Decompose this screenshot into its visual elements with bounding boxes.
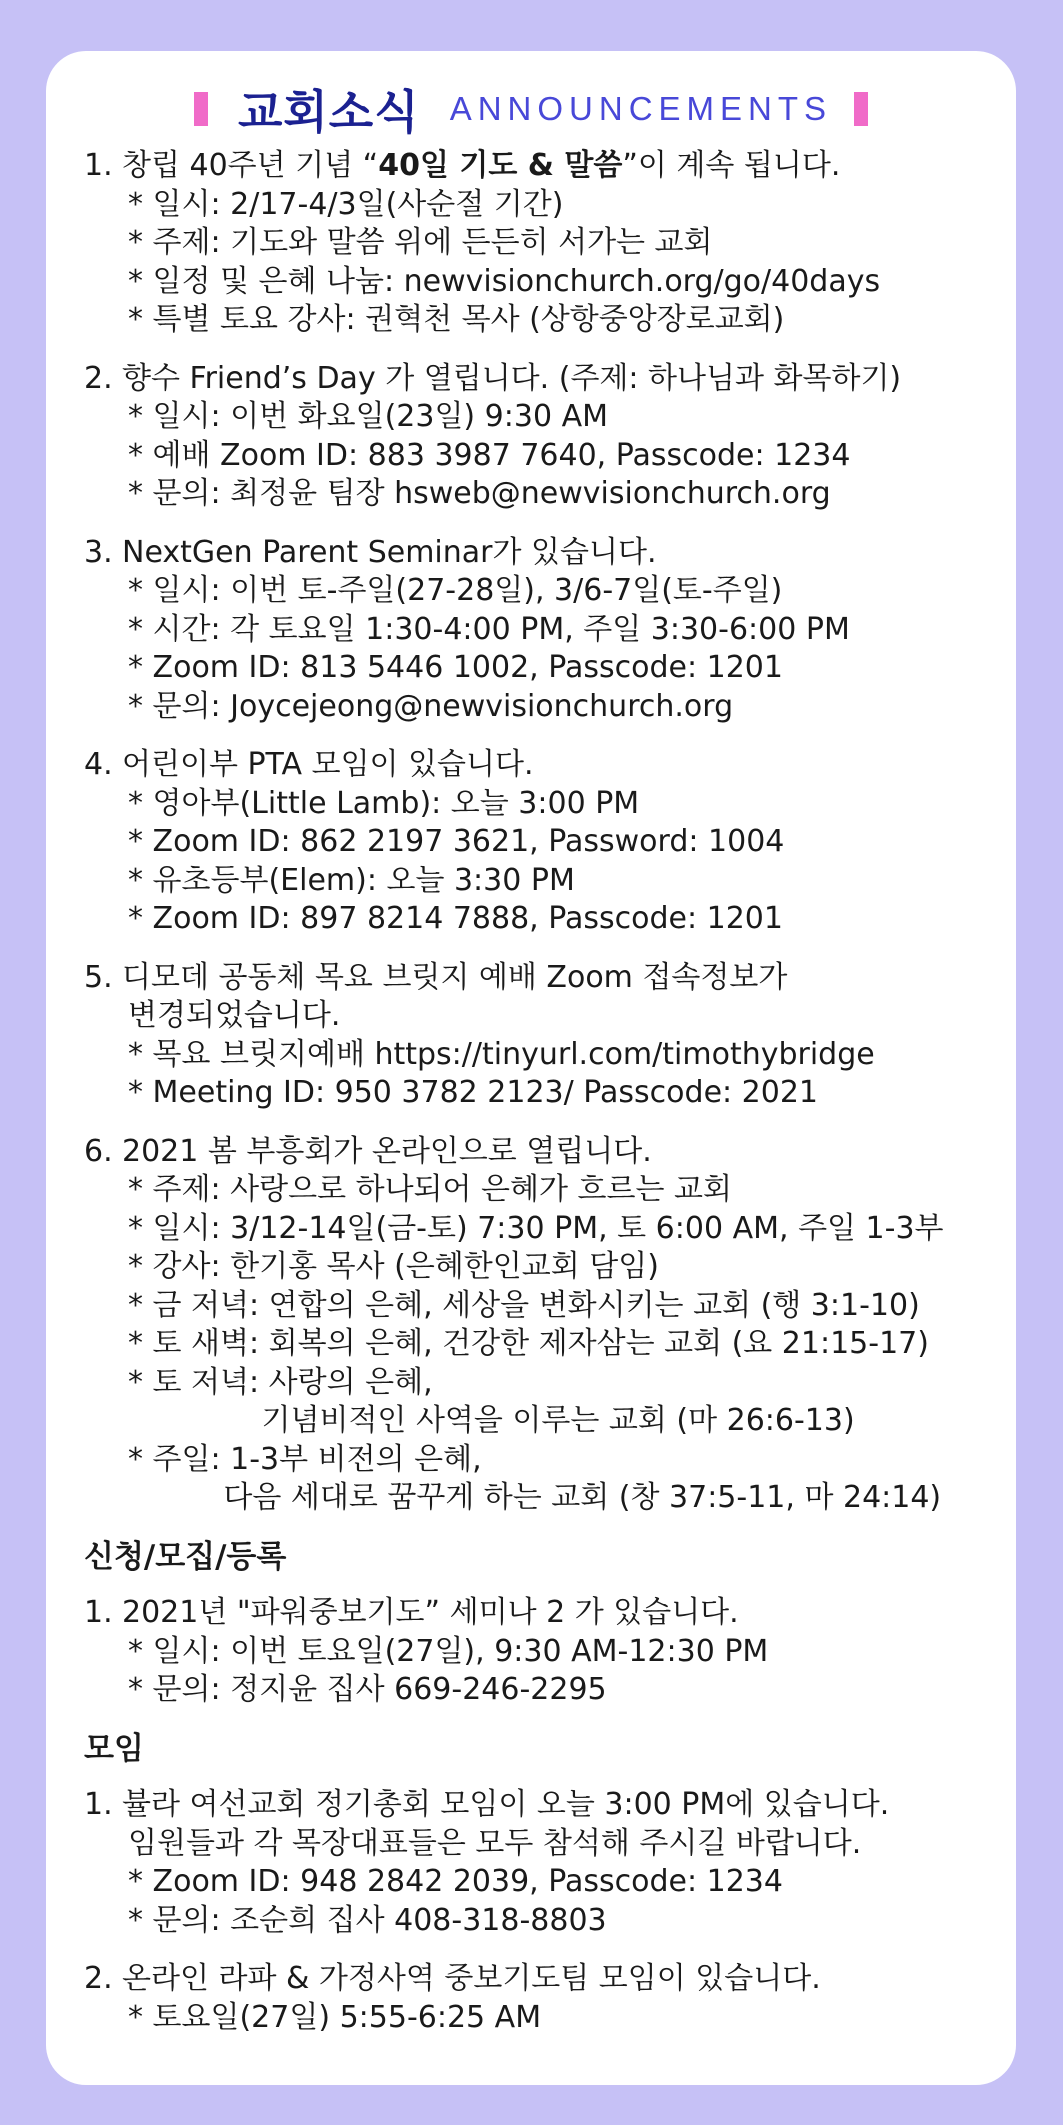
section-title-meetings: 모임 [84, 1730, 144, 1767]
item-detail: * Zoom ID: 862 2197 3621, Password: 1004 [128, 824, 785, 859]
item-detail-continued: 기념비적인 사역을 이루는 교회 (마 26:6-13) [128, 1403, 855, 1438]
item-detail: * 일시: 이번 토-주일(27-28일), 3/6-7일(토-주일) [128, 573, 783, 608]
item-detail: * 문의: 조순희 집사 408-318-8803 [128, 1902, 607, 1938]
meeting-item-1 [84, 1786, 1004, 1940]
announcement-item-4 [84, 746, 1004, 939]
announcement-item-1 [84, 147, 1004, 340]
item-headline: 2021년 "파워중보기도” 세미나 2 가 있습니다. [122, 1595, 739, 1630]
item-detail: * 일시: 3/12-14일(금-토) 7:30 PM, 토 6:00 AM, 주일 1-3부 [128, 1210, 944, 1246]
item-detail: * 문의: 정지윤 집사 669-246-2295 [128, 1672, 607, 1707]
item-detail: * 주제: 사랑으로 하나되어 은혜가 흐르는 교회 [128, 1172, 732, 1207]
item-headline: 디모데 공동체 목요 브릿지 예배 Zoom 접속정보가 [122, 959, 788, 995]
announcement-item-2 [84, 360, 1004, 514]
item-detail: * Zoom ID: 813 5446 1002, Passcode: 1201 [128, 650, 783, 685]
item-detail: * 주제: 기도와 말씀 위에 든든히 서가는 교회 [128, 225, 713, 260]
item-headline: 향수 Friend’s Day 가 열립니다. (주제: 하나님과 화목하기) [122, 360, 902, 396]
item-detail: * 시간: 각 토요일 1:30-4:00 PM, 주일 3:30-6:00 PM [128, 611, 850, 647]
item-headline: 어린이부 PTA 모임이 있습니다. [122, 747, 534, 782]
item-number: 1. [84, 1595, 113, 1630]
item-detail: * 영아부(Little Lamb): 오늘 3:00 PM [128, 785, 640, 821]
item-detail: * 강사: 한기홍 목사 (은혜한인교회 담임) [128, 1249, 659, 1284]
item-detail: * 문의: Joycejeong@newvisionchurch.org [128, 688, 734, 724]
item-detail: * Zoom ID: 948 2842 2039, Passcode: 1234 [128, 1864, 783, 1899]
header [46, 69, 1016, 149]
item-detail: * 토요일(27일) 5:55-6:25 AM [128, 1999, 542, 2035]
announcement-item-5 [84, 959, 1004, 1113]
left-accent-bar [194, 92, 208, 126]
item-number: 2. [84, 1961, 113, 1996]
item-number: 2. [84, 360, 113, 396]
item-detail: * 주일: 1-3부 비전의 은혜, [128, 1441, 482, 1477]
title-korean: 교회소식 [237, 85, 420, 139]
item-headline: 창립 40주년 기념 “40일 기도 & 말씀”이 계속 됩니다. [122, 148, 841, 183]
item-number: 5. [84, 959, 113, 995]
announcement-card [46, 51, 1016, 2085]
announcement-item-3 [84, 534, 1004, 727]
item-number: 1. [84, 148, 113, 183]
item-detail: * Zoom ID: 897 8214 7888, Passcode: 1201 [128, 901, 783, 936]
title-english: ANNOUNCEMENTS [449, 90, 833, 127]
item-number: 1. [84, 1787, 113, 1822]
item-headline: 2021 봄 부흥회가 온라인으로 열립니다. [122, 1133, 652, 1169]
announcement-item-6 [84, 1133, 1004, 1518]
item-number: 6. [84, 1133, 113, 1169]
item-number: 4. [84, 747, 113, 782]
item-headline-continued: 임원들과 각 목장대표들은 모두 참석해 주시길 바랍니다. [128, 1825, 862, 1861]
item-detail: * 일시: 이번 토요일(27일), 9:30 AM-12:30 PM [128, 1633, 769, 1669]
item-headline: 온라인 라파 & 가정사역 중보기도팀 모임이 있습니다. [122, 1961, 821, 1996]
item-detail: * 토 새벽: 회복의 은혜, 건강한 제자삼는 교회 (요 21:15-17) [128, 1326, 929, 1361]
registration-item-1 [84, 1594, 1004, 1710]
item-detail: * 예배 Zoom ID: 883 3987 7640, Passcode: 1234 [128, 437, 851, 473]
item-detail-link: * 목요 브릿지예배 https://tinyurl.com/timothybridge [128, 1036, 875, 1072]
announcement-content [84, 147, 1004, 2057]
item-detail: * 문의: 최정윤 팀장 hsweb@newvisionchurch.org [128, 476, 831, 511]
item-detail: * 금 저녁: 연합의 은혜, 세상을 변화시키는 교회 (행 3:1-10) [128, 1287, 920, 1323]
right-accent-bar [854, 92, 868, 126]
item-detail: * 토 저녁: 사랑의 은혜, [128, 1364, 433, 1400]
item-number: 3. [84, 534, 113, 570]
item-detail-link: * 일정 및 은혜 나눔: newvisionchurch.org/go/40days [128, 263, 881, 299]
item-headline-continued: 변경되었습니다. [128, 998, 341, 1033]
item-detail-continued: 다음 세대로 꿈꾸게 하는 교회 (창 37:5-11, 마 24:14) [128, 1480, 942, 1515]
item-detail: * 일시: 2/17-4/3일(사순절 기간) [128, 186, 564, 222]
item-detail: * 유초등부(Elem): 오늘 3:30 PM [128, 862, 575, 898]
item-detail: * 일시: 이번 화요일(23일) 9:30 AM [128, 399, 608, 434]
item-detail: * Meeting ID: 950 3782 2123/ Passcode: 2021 [128, 1075, 819, 1110]
item-headline: 뷸라 여선교회 정기총회 모임이 오늘 3:00 PM에 있습니다. [122, 1787, 890, 1822]
meeting-item-2 [84, 1960, 1004, 2037]
item-detail: * 특별 토요 강사: 권혁천 목사 (상항중앙장로교회) [128, 302, 785, 337]
item-headline: NextGen Parent Seminar가 있습니다. [122, 534, 657, 570]
section-title-registration: 신청/모집/등록 [84, 1538, 287, 1575]
